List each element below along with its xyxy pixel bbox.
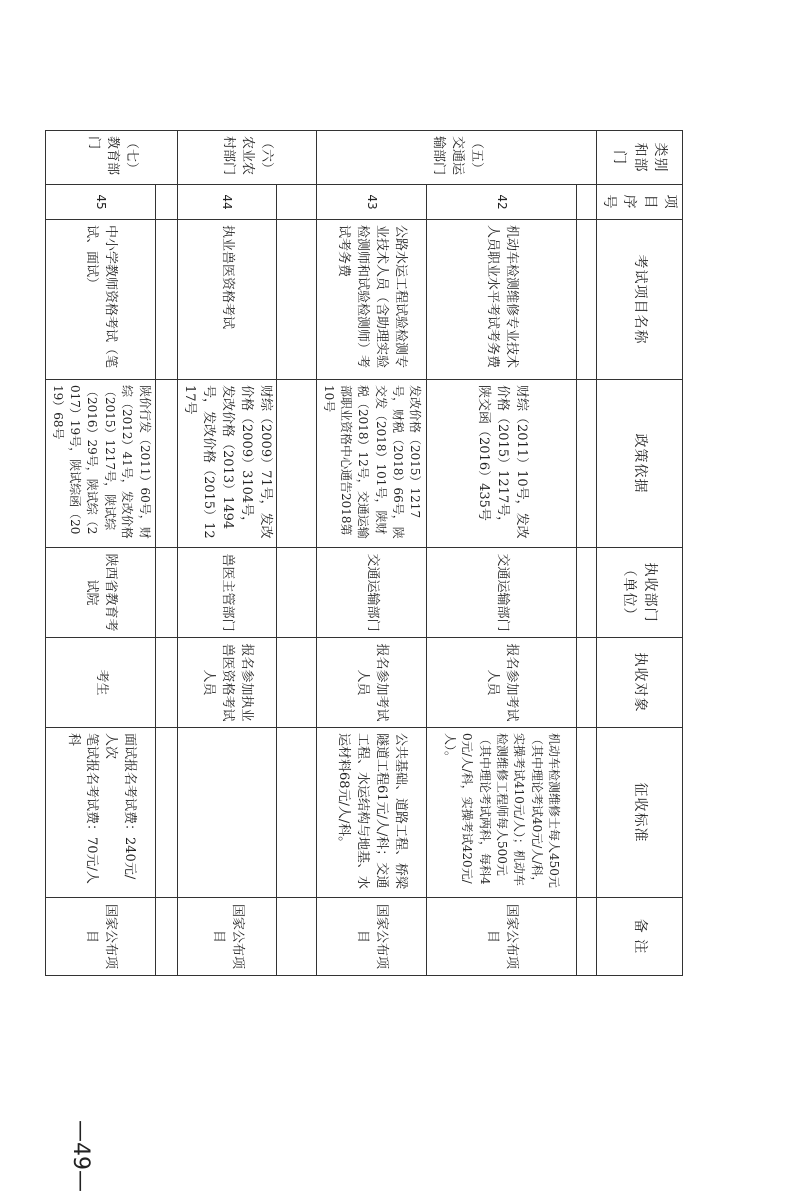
fee-standard: 机动车检测维修士每人450元（其中理论考试40元/人/科，实操考试410元/人）；机动车检测维修工程师每人500元（其中理论考试两科，每科40元/人/科，实操考试420元/人）。 [426,728,576,898]
remarks: 国家公布项目 [426,898,576,976]
item-no: 43 [316,185,426,220]
category-transport: （五）交通运输部门 [316,131,596,185]
policy-basis: 财综（2009）71号，发改价格（2009）3104号，发改价格（2013）1494号，发改价格（2015）1217号 [177,380,276,548]
col-header-policy-basis: 政策依据 [596,380,682,548]
category-row-agriculture [276,131,316,976]
item-no: 44 [177,185,276,220]
exam-name: 中小学教师资格考试（笔试、面试） [46,220,155,380]
remarks: 国家公布项目 [316,898,426,976]
exam-name: 执业兽医资格考试 [177,220,276,380]
collection-target: 考生 [46,638,155,728]
policy-basis: 发改价格（2015）1217号，财税（2018）66号，陕交发（2018）101号，陕财税（2018）12号，交通运输部职业资格中心通告2018第10号 [316,380,426,548]
col-header-category: 类别和部门 [596,131,682,185]
table-row [426,131,576,976]
collection-target: 报名参加考试人员 [426,638,576,728]
collecting-dept: 交通运输部门 [316,548,426,638]
collecting-dept: 兽医主管部门 [177,548,276,638]
table-row [177,131,276,976]
fee-standard: 公共基础、道路工程、桥梁隧道工程61元/人/科；交通工程、水运结构与地基、水运材料68元/人/科。 [316,728,426,898]
page-number: —49— [68,1120,93,1192]
table-row [46,131,155,976]
col-header-exam-name: 考试项目名称 [596,220,682,380]
col-header-collection-target: 执收对象 [596,638,682,728]
policy-basis: 陕价行发（2011）60号，财综（2012）41号，发改价格（2015）1217号，陕试综（2016）29号，陕试综（2017）19号，陕试综函（2019）68号 [46,380,155,548]
exam-name: 公路水运工程试验检测专业技术人员（含助理实验检测师和试验检测师）考试考务费 [316,220,426,380]
item-no: 45 [46,185,155,220]
collecting-dept: 陕西省教育考试院 [46,548,155,638]
category-agriculture: （六）农业农村部门 [177,131,316,185]
col-header-fee-standard: 征收标准 [596,728,682,898]
category-row-transport [576,131,596,976]
collecting-dept: 交通运输部门 [426,548,576,638]
remarks: 国家公布项目 [177,898,276,976]
policy-basis: 财综（2011）10号，发改价格（2015）1217号，陕交函（2016）435号 [426,380,576,548]
fee-standard [177,728,276,898]
col-header-collecting-dept: 执收部门（单位） [596,548,682,638]
header-row [596,131,682,976]
table-row [316,131,426,976]
item-no: 42 [426,185,576,220]
category-education: （七）教育部门 [46,131,177,185]
remarks: 国家公布项目 [46,898,155,976]
fee-standard: 面试报名考试费：240元/人次 笔试报名考试费：70元/人科 [46,728,155,898]
exam-name: 机动车检测维修专业技术人员职业水平考试考务费 [426,220,576,380]
fee-table [45,130,683,976]
collection-target: 报名参加执业兽医资格考试人员 [177,638,276,728]
col-header-item-no: 项目序号 [596,185,682,220]
category-row-education [155,131,177,976]
collection-target: 报名参加考试人员 [316,638,426,728]
col-header-remarks: 备 注 [596,898,682,976]
